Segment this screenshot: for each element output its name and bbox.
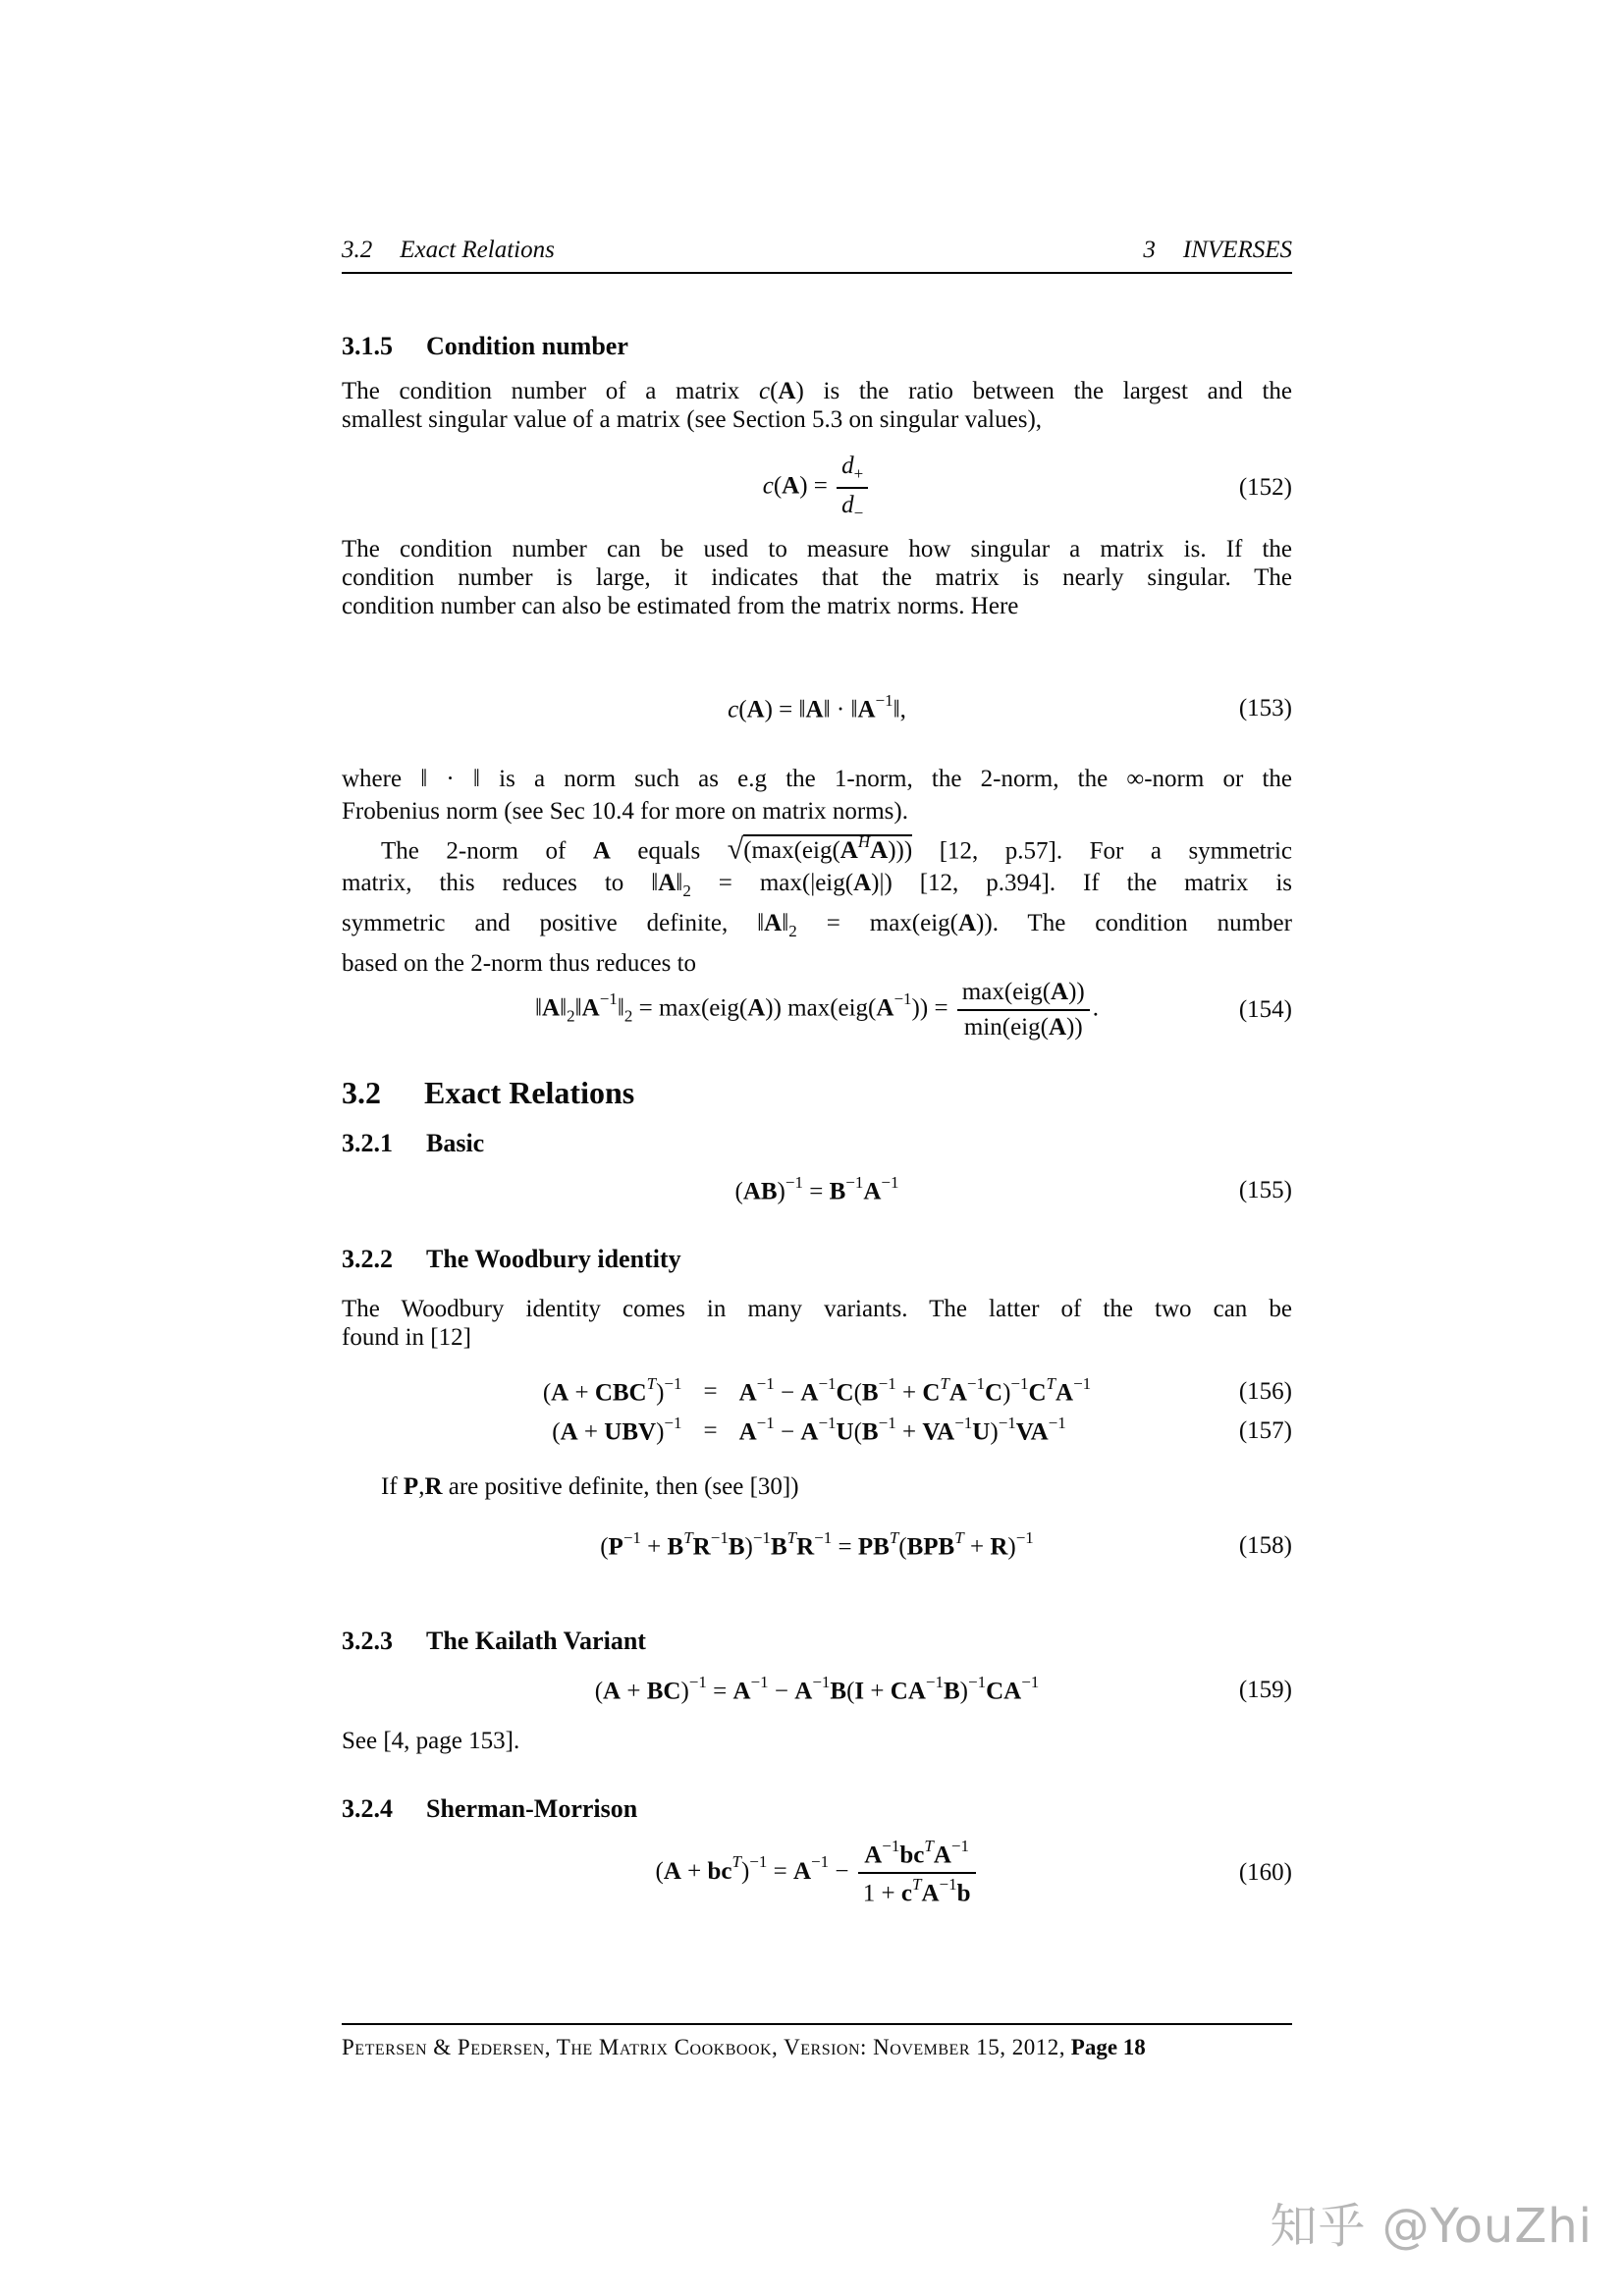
equation-body: $‖A‖_2‖A^{-1}‖_2 = \max(eig(A)) \max(eig(A^{-1}))$ = $\frac{\text{max(eig(A))}}{\text{min(eig(A))}}$ . — [535, 979, 1099, 1041]
equation-rhs: $A^{-1} - A^{-1}C(B^{-1} + C^TA^{-1}C)^{-1}C^TA^{-1}$ — [738, 1374, 1092, 1407]
heading-number: 3.2 — [342, 1075, 381, 1110]
equation-relation: = — [703, 1378, 718, 1405]
equation-number: (159) — [1238, 1677, 1292, 1703]
paragraph-positive-definite — [342, 1472, 1292, 1501]
running-header-chapter-title: INVERSES — [1182, 237, 1292, 263]
heading-number: 3.2.1 — [342, 1129, 393, 1157]
footer-divider — [342, 2023, 1292, 2025]
equation-body: $(A + BC)^{-1} = A^{-1} - A^{-1}B(I + CA^{-1}B)^{-1}CA^{-1}$ — [594, 1673, 1040, 1705]
text-line: smallest singular value of a matrix (see Section 5.3 on singular values), — [342, 406, 1043, 433]
equation-number: (156) — [1238, 1378, 1292, 1405]
aligned-equations — [543, 1372, 1091, 1451]
paragraph-woodbury-intro — [342, 1295, 1292, 1352]
running-header-chapter-number: 3 — [1143, 237, 1156, 263]
section-heading-3-2-1 — [342, 1129, 1292, 1158]
equation-159 — [342, 1674, 1292, 1707]
equation-156-row — [543, 1372, 1091, 1412]
equation-153 — [342, 692, 1292, 725]
running-header — [342, 236, 1292, 265]
paragraph-condition-number-usage — [342, 535, 1292, 620]
equation-number: (154) — [1238, 996, 1292, 1023]
equation-number: (160) — [1238, 1859, 1292, 1886]
heading-title: Basic — [426, 1129, 485, 1157]
heading-number: 3.2.2 — [342, 1245, 393, 1273]
section-heading-3-1-5 — [342, 332, 1292, 361]
equation-154 — [342, 967, 1292, 1053]
equation-body: c(A) = $\frac{d_+}{d_-}$ — [763, 453, 872, 523]
heading-title: Condition number — [426, 332, 628, 360]
running-header-section-number: 3.2 — [342, 237, 373, 263]
text-line: The Woodbury identity comes in many variants. The latter of the two can be — [342, 1296, 1292, 1322]
zhihu-watermark: 知乎 @YouZhi — [1270, 2199, 1593, 2254]
paragraph-norms — [342, 763, 1292, 980]
paragraph-condition-number-intro — [342, 377, 1292, 434]
heading-title: Exact Relations — [424, 1075, 635, 1110]
text-line: Frobenius norm (see Sec 10.4 for more on matrix norms). — [342, 798, 908, 825]
equation-number: (157) — [1238, 1417, 1292, 1444]
heading-number: 3.2.4 — [342, 1794, 393, 1823]
text-line: found in [12] — [342, 1324, 471, 1351]
paragraph-see-reference — [342, 1727, 1292, 1755]
running-header-section-title: Exact Relations — [400, 237, 555, 263]
equation-lhs: $(A + CBC^T)^{-1}$ — [542, 1374, 682, 1407]
equation-158 — [342, 1529, 1292, 1563]
equation-152 — [342, 442, 1292, 534]
equation-relation: = — [703, 1417, 718, 1444]
heading-number: 3.2.3 — [342, 1627, 393, 1655]
running-header-left — [342, 236, 555, 265]
running-header-right — [1143, 236, 1292, 265]
heading-title: Sherman-Morrison — [426, 1794, 638, 1823]
text-line: The condition number can be used to measure how singular a matrix is. If the — [342, 536, 1292, 562]
text-line: See [4, page 153]. — [342, 1728, 520, 1754]
equation-body: c(A) = ‖A‖ · $‖A^{-1}‖$, — [728, 691, 906, 723]
text-line: symmetric and positive definite, $‖A‖_2 = \max(eig(A))$. The condition number — [342, 910, 1292, 941]
text-line: matrix, this reduces to $‖A‖_2 = \max(|eig(A)|)$ [12, p.394]. If the matrix is — [342, 870, 1292, 901]
equation-number: (158) — [1238, 1532, 1292, 1559]
text-line: where ‖ · ‖ is a norm such as e.g the 1-norm, the 2-norm, the ∞-norm or the — [342, 766, 1292, 792]
equation-160 — [342, 1829, 1292, 1917]
equation-157-row — [543, 1412, 1091, 1451]
equation-number: (153) — [1238, 695, 1292, 721]
equation-body: $(P^{-1} + B^TR^{-1}B)^{-1}B^TR^{-1} = PB^T(BPB^T + R)^{-1}$ — [600, 1528, 1034, 1561]
equation-body: $(AB)^{-1} = B^{-1}A^{-1}$ — [734, 1173, 899, 1205]
equation-group-156-157 — [342, 1372, 1292, 1451]
header-divider — [342, 272, 1292, 274]
section-heading-3-2-4 — [342, 1794, 1292, 1824]
text-line: The 2-norm of A equals $√(\max(eig(A^HA)))$ [12, p.57]. For a symmetric — [381, 832, 1292, 866]
text-line: condition number can also be estimated from the matrix norms. Here — [342, 593, 1019, 619]
section-heading-3-2-3 — [342, 1627, 1292, 1656]
text-line: based on the 2-norm thus reduces to — [342, 950, 697, 978]
equation-number: (155) — [1238, 1177, 1292, 1203]
heading-title: The Kailath Variant — [426, 1627, 646, 1655]
heading-title: The Woodbury identity — [426, 1245, 681, 1273]
equation-lhs: (A + UBV)$^{-1}$ — [552, 1414, 682, 1446]
equation-number: (152) — [1238, 474, 1292, 501]
text-line: The condition number of a matrix c(A) is the ratio between the largest and the — [342, 378, 1292, 404]
text-line: condition number is large, it indicates that the matrix is nearly singular. The — [342, 564, 1292, 591]
heading-number: 3.1.5 — [342, 332, 393, 360]
section-heading-3-2 — [342, 1074, 1292, 1111]
text-line: If P,R are positive definite, then (see [30]) — [381, 1473, 799, 1500]
equation-155 — [342, 1174, 1292, 1207]
section-heading-3-2-2 — [342, 1245, 1292, 1274]
equation-rhs: $A^{-1} - A^{-1}U(B^{-1} + VA^{-1}U)^{-1}VA^{-1}$ — [738, 1414, 1066, 1446]
page-footer: Petersen & Pedersen, The Matrix Cookbook, Version: November 15, 2012, Page 18 — [342, 2035, 1146, 2059]
equation-body: $(A + bc^T)^{-1} = A^{-1}$ − $\frac{A^{-1}bc^TA^{-1}}{1 + c^TA^{-1}b}$ — [655, 1839, 978, 1908]
